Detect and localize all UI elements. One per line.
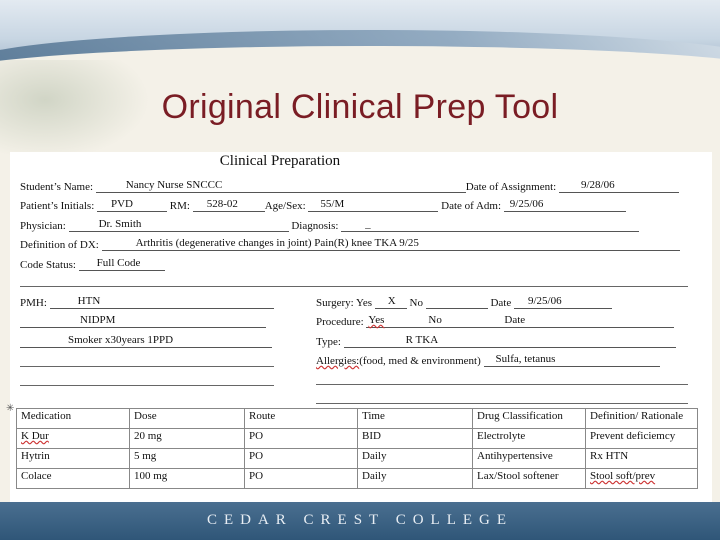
dx-label: Definition of DX: [20, 239, 99, 251]
header-medication: Medication [17, 409, 130, 429]
code-row [20, 257, 165, 273]
header-time: Time [358, 409, 473, 429]
slide-title: Original Clinical Prep Tool [161, 88, 559, 126]
table-header-row [17, 409, 698, 429]
procedure-no-value: No [428, 314, 442, 326]
initials-field [97, 198, 167, 212]
physician-field [69, 218, 289, 232]
cell-medication-text: K Dur [21, 430, 49, 442]
rm-value: 528-02 [206, 198, 238, 210]
agesex-field [308, 198, 438, 212]
assignment-date-value: 9/28/06 [580, 179, 615, 191]
surgery-no-label: No [409, 297, 423, 309]
table-anchor-icon: ✳ [6, 403, 15, 414]
surgery-no-field [426, 295, 488, 309]
adm-value: 9/25/06 [509, 198, 544, 210]
pmh-label: PMH: [20, 297, 47, 309]
cell-dose: 5 mg [130, 449, 245, 469]
allergies-blank-rule-1 [316, 384, 688, 385]
type-row [316, 334, 676, 350]
type-label: Type: [316, 336, 341, 348]
cell-classification: Antihypertensive [473, 449, 586, 469]
patient-row [20, 198, 626, 214]
allergies-row [316, 353, 660, 369]
cell-time: Daily [358, 449, 473, 469]
table-row [17, 449, 698, 469]
student-name-value: Nancy Nurse SNCCC [125, 179, 223, 191]
form-title: Clinical Preparation [219, 153, 341, 169]
cell-rationale: Rx HTN [586, 449, 698, 469]
diagnosis-label: Diagnosis: [291, 220, 339, 232]
physician-label: Physician: [20, 220, 66, 232]
type-value: R TKA [405, 334, 439, 346]
cell-classification: Lax/Stool softener [473, 469, 586, 489]
cell-route: PO [245, 429, 358, 449]
physician-value: Dr. Smith [98, 218, 142, 230]
pmh-field-1 [50, 295, 274, 309]
procedure-date-value: Date [504, 314, 526, 326]
adm-field [504, 198, 626, 212]
dx-field [102, 237, 680, 251]
pmh-value-1: HTN [77, 295, 101, 307]
table-row [17, 469, 698, 489]
cell-rationale: Prevent deficiemcy [586, 429, 698, 449]
surgery-date-value: 9/25/06 [528, 295, 562, 307]
pmh-value-2: NIDPM [80, 314, 116, 326]
cell-medication: Colace [17, 469, 130, 489]
pmh-value-3: Smoker x30years 1PPD [68, 334, 174, 346]
procedure-yes-value: Yes [368, 314, 385, 326]
student-name-field [96, 179, 466, 193]
assignment-date-field [559, 179, 679, 193]
pmh-row-3 [20, 334, 272, 350]
dx-value: Arthritis (degenerative changes in joint) Pain(R) knee TKA 9/25 [135, 237, 419, 249]
adm-label: Date of Adm: [441, 200, 502, 212]
rm-label: RM: [169, 200, 190, 212]
cell-route: PO [245, 469, 358, 489]
cell-rationale [586, 469, 698, 489]
initials-value: PVD [111, 198, 134, 210]
header-route: Route [245, 409, 358, 429]
surgery-yes-value: X [387, 295, 396, 307]
footer-band [0, 502, 720, 540]
agesex-label: Age/Sex: [264, 200, 306, 212]
physician-row [20, 218, 639, 234]
header-rationale: Definition/ Rationale [586, 409, 698, 429]
pmh-row [20, 295, 274, 311]
initials-label: Patient’s Initials: [20, 200, 95, 212]
diagnosis-field [341, 218, 639, 232]
rm-field [193, 198, 265, 212]
procedure-label: Procedure: [316, 316, 364, 328]
student-label: Student’s Name: [20, 181, 94, 193]
cell-rationale-text: Stool soft/prev [590, 470, 656, 482]
assignment-label: Date of Assignment: [465, 181, 557, 193]
medication-table [16, 408, 698, 489]
cell-time: Daily [358, 469, 473, 489]
code-field [79, 257, 165, 271]
student-row [20, 179, 679, 195]
procedure-date-field [502, 314, 674, 328]
procedure-row [316, 314, 674, 330]
procedure-no-field [426, 314, 502, 328]
surgery-label: Surgery: Yes [316, 297, 373, 309]
diagnosis-value: _ [365, 218, 371, 230]
pmh-field-2 [20, 314, 266, 328]
allergies-value: Sulfa, tetanus [495, 353, 556, 365]
code-value: Full Code [96, 257, 141, 269]
agesex-value: 55/M [320, 198, 345, 210]
type-field [344, 334, 676, 348]
footer-college-name: CEDAR CREST COLLEGE [206, 512, 514, 528]
cell-route: PO [245, 449, 358, 469]
cell-time: BID [358, 429, 473, 449]
cell-medication [17, 429, 130, 449]
allergies-field [484, 353, 660, 367]
surgery-date-label: Date [490, 297, 512, 309]
surgery-row [316, 295, 612, 311]
cell-medication: Hytrin [17, 449, 130, 469]
cell-classification: Electrolyte [473, 429, 586, 449]
table-row [17, 429, 698, 449]
pmh-field-3 [20, 334, 272, 348]
definition-row [20, 237, 680, 253]
cell-dose: 20 mg [130, 429, 245, 449]
surgery-date-field [514, 295, 612, 309]
header-dose: Dose [130, 409, 245, 429]
allergies-suffix: (food, med & environment) [359, 355, 481, 367]
procedure-yes-field [366, 314, 426, 328]
allergies-blank-rule-2 [316, 403, 688, 404]
clinical-prep-form [6, 152, 712, 502]
code-label: Code Status: [20, 259, 76, 271]
pmh-blank-rule-2 [20, 385, 274, 386]
header-classification: Drug Classification [473, 409, 586, 429]
surgery-yes-field [375, 295, 407, 309]
blank-rule [20, 286, 688, 287]
allergies-label: Allergies: [316, 355, 360, 367]
pmh-row-2 [20, 314, 266, 330]
pmh-blank-rule-1 [20, 366, 274, 367]
cell-dose: 100 mg [130, 469, 245, 489]
